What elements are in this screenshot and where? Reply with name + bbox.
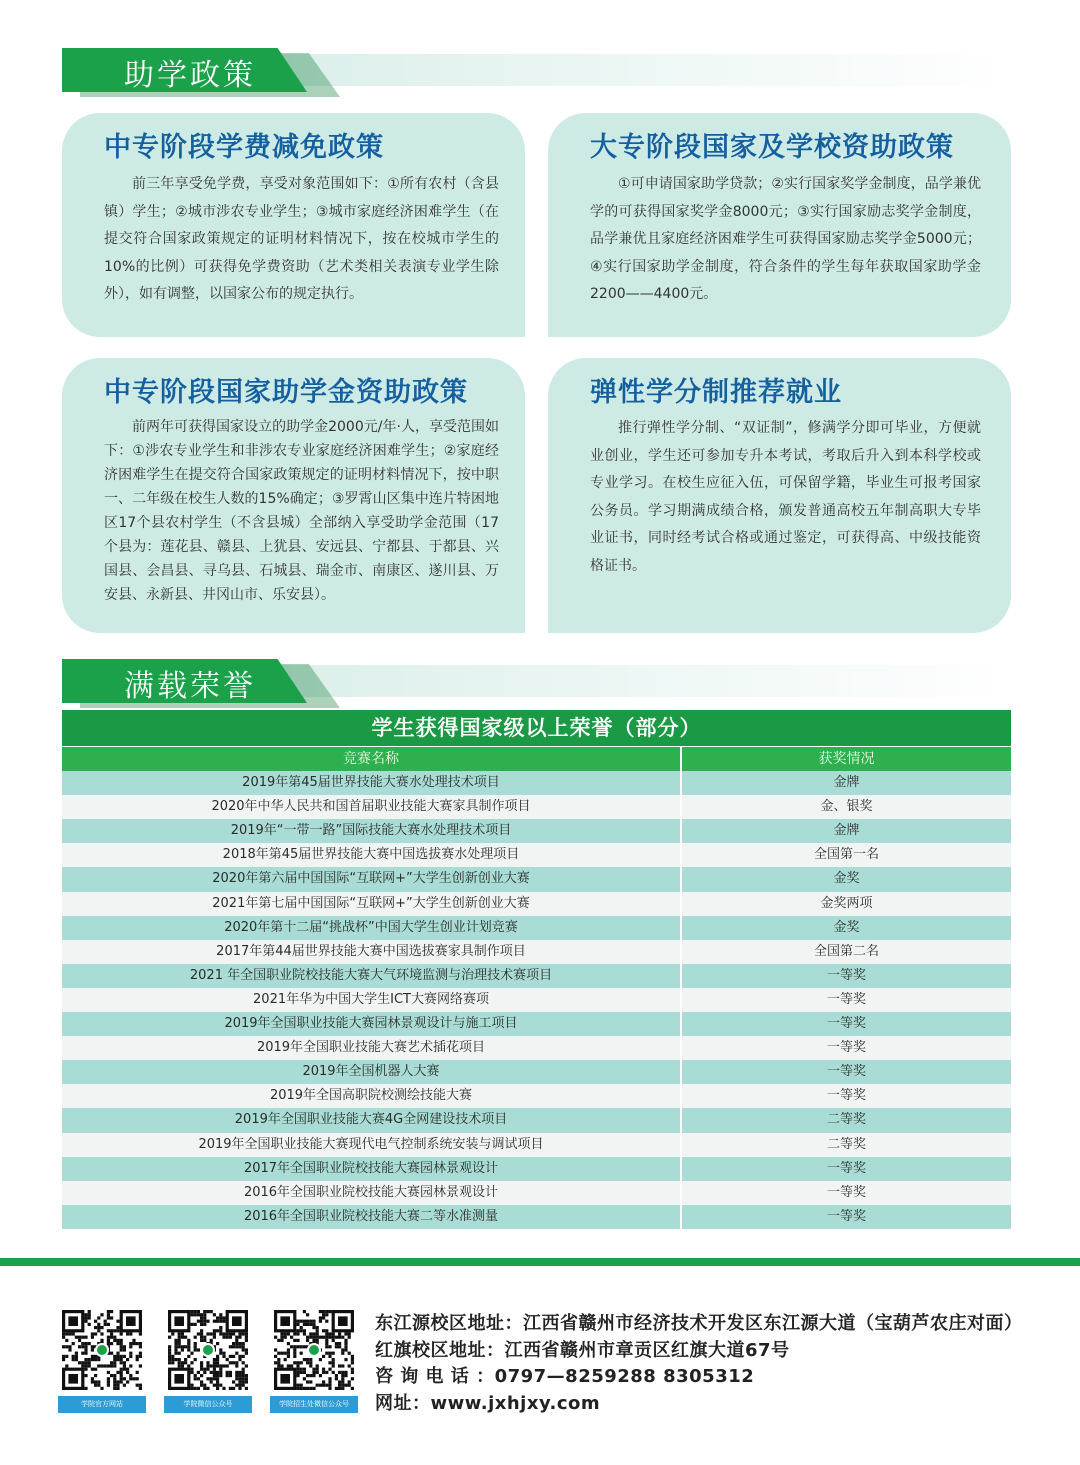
- card-title: 大专阶段国家及学校资助政策: [590, 132, 954, 163]
- table-row: [62, 1084, 1011, 1108]
- address-dongjiangyuan: 东江源校区地址：江西省赣州市经济技术开发区东江源大道（宝葫芦农庄对面）: [375, 1313, 1023, 1334]
- column-header-award: 获奖情况: [682, 747, 1011, 771]
- table-row: [62, 940, 1011, 964]
- competition-name-cell: 2017年第44届世界技能大赛中国选拔赛家具制作项目: [62, 940, 682, 964]
- award-cell: 一等奖: [682, 1084, 1011, 1108]
- table-row: [62, 892, 1011, 916]
- card-title: 中专阶段国家助学金资助政策: [104, 377, 468, 408]
- award-cell: 一等奖: [682, 1157, 1011, 1181]
- table-row: [62, 771, 1011, 795]
- competition-name-cell: 2019年第45届世界技能大赛水处理技术项目: [62, 771, 682, 795]
- award-cell: 一等奖: [682, 964, 1011, 988]
- policy-card-grant: [62, 358, 525, 633]
- card-title: 弹性学分制推荐就业: [590, 377, 842, 408]
- award-cell: 金奖两项: [682, 892, 1011, 916]
- table-row: [62, 988, 1011, 1012]
- table-row: [62, 1060, 1011, 1084]
- card-text: 推行弹性学分制、“双证制”，修满学分即可毕业，方便就业创业，学生还可参加专升本考试，考取后升入到本科学校或专业学习。在校生应征入伍，可保留学籍，毕业生可报考国家公务员。学习期满成绩合格，颁发普通高校五年制高职大专毕业证书，同时经考试合格或通过鉴定，可获得高、中级技能资格证书。: [590, 420, 981, 574]
- table-row: [62, 843, 1011, 867]
- competition-name-cell: 2021 年全国职业院校技能大赛大气环境监测与治理技术赛项目: [62, 964, 682, 988]
- qr-code-wechat: [168, 1310, 248, 1390]
- qr-label-wechat: 学院微信公众号: [164, 1396, 252, 1413]
- column-header-competition: 竞赛名称: [62, 747, 682, 771]
- competition-name-cell: 2018年第45届世界技能大赛中国选拔赛水处理项目: [62, 843, 682, 867]
- qr-label-admissions: 学院招生处微信公众号: [270, 1396, 358, 1413]
- policy-card-college-aid: [548, 113, 1011, 337]
- award-cell: 金奖: [682, 867, 1011, 891]
- award-cell: 一等奖: [682, 988, 1011, 1012]
- table-row: [62, 916, 1011, 940]
- card-text: 前两年可获得国家设立的助学金2000元/年·人，享受范围如下：①涉农专业学生和非涉农专业家庭经济困难学生；②家庭经济困难学生在提交符合国家政策规定的证明材料情况下，按中职一、二年级在校生人数的15%确定；③罗霄山区集中连片特困地区17个县农村学生（不含县城）全部纳入享受助学金范围（17个县为：莲花县、赣县、上犹县、安远县、宁都县、于都县、兴国县、会昌县、寻乌县、石城县、瑞金市、南康区、遂川县、万安县、永新县、井冈山市、乐安县）。: [104, 419, 499, 603]
- competition-name-cell: 2020年中华人民共和国首届职业技能大赛家具制作项目: [62, 795, 682, 819]
- table-row: [62, 1012, 1011, 1036]
- competition-name-cell: 2016年全国职业院校技能大赛二等水准测量: [62, 1205, 682, 1229]
- competition-name-cell: 2017年全国职业院校技能大赛园林景观设计: [62, 1157, 682, 1181]
- competition-name-cell: 2021年华为中国大学生ICT大赛网络赛项: [62, 988, 682, 1012]
- table-row: [62, 1205, 1011, 1229]
- table-row: [62, 1157, 1011, 1181]
- honor-section-banner: [62, 659, 1012, 703]
- policy-card-credit-system: [548, 358, 1011, 633]
- qr-code-website: [62, 1310, 142, 1390]
- competition-name-cell: 2019年全国职业技能大赛4G全网建设技术项目: [62, 1108, 682, 1132]
- address-hongqi: 红旗校区地址：江西省赣州市章贡区红旗大道67号: [375, 1340, 790, 1361]
- honors-table-title: 学生获得国家级以上荣誉（部分）: [62, 710, 1011, 746]
- table-row: [62, 1133, 1011, 1157]
- competition-name-cell: 2020年第十二届“挑战杯”中国大学生创业计划竞赛: [62, 916, 682, 940]
- award-cell: 全国第二名: [682, 940, 1011, 964]
- competition-name-cell: 2019年全国职业技能大赛现代电气控制系统安装与调试项目: [62, 1133, 682, 1157]
- award-cell: 金牌: [682, 771, 1011, 795]
- honors-table: [62, 747, 1011, 1229]
- honors-header-row: [62, 747, 1011, 771]
- award-cell: 金牌: [682, 819, 1011, 843]
- award-cell: 一等奖: [682, 1060, 1011, 1084]
- table-row: [62, 819, 1011, 843]
- footer-divider: [0, 1258, 1080, 1266]
- award-cell: 一等奖: [682, 1181, 1011, 1205]
- award-cell: 金奖: [682, 916, 1011, 940]
- table-row: [62, 867, 1011, 891]
- policy-card-tuition: [62, 113, 525, 337]
- award-cell: 全国第一名: [682, 843, 1011, 867]
- competition-name-cell: 2019年全国机器人大赛: [62, 1060, 682, 1084]
- award-cell: 二等奖: [682, 1133, 1011, 1157]
- table-row: [62, 1181, 1011, 1205]
- competition-name-cell: 2016年全国职业院校技能大赛园林景观设计: [62, 1181, 682, 1205]
- qr-label-website: 学院官方网站: [58, 1396, 146, 1413]
- competition-name-cell: 2019年全国职业技能大赛园林景观设计与施工项目: [62, 1012, 682, 1036]
- competition-name-cell: 2019年全国高职院校测绘技能大赛: [62, 1084, 682, 1108]
- table-row: [62, 1036, 1011, 1060]
- competition-name-cell: 2020年第六届中国国际“互联网+”大学生创新创业大赛: [62, 867, 682, 891]
- award-cell: 一等奖: [682, 1012, 1011, 1036]
- table-row: [62, 964, 1011, 988]
- card-text: ①可申请国家助学贷款；②实行国家奖学金制度，品学兼优学的可获得国家奖学金8000元；③实行国家励志奖学金制度，品学兼优且家庭经济困难学生可获得国家励志奖学金5000元；④实行国家助学金制度，符合条件的学生每年获取国家助学金2200——4400元。: [590, 176, 981, 302]
- website-link[interactable]: 网址：www.jxhjxy.com: [375, 1393, 601, 1414]
- award-cell: 一等奖: [682, 1036, 1011, 1060]
- table-row: [62, 795, 1011, 819]
- card-text: 前三年享受免学费，享受对象范围如下：①所有农村（含县镇）学生；②城市涉农专业学生；③城市家庭经济困难学生（在提交符合国家政策规定的证明材料情况下，按在校城市学生的10%的比例）可获得免学费资助（艺术类相关表演专业学生除外），如有调整，以国家公布的规定执行。: [104, 176, 499, 302]
- phone-numbers: 咨 询 电 话 ：0797—8259288 8305312: [375, 1366, 755, 1387]
- table-row: [62, 1108, 1011, 1132]
- award-cell: 一等奖: [682, 1205, 1011, 1229]
- card-title: 中专阶段学费减免政策: [104, 132, 384, 163]
- policy-section-title: 助学政策: [124, 58, 256, 93]
- competition-name-cell: 2021年第七届中国国际“互联网+”大学生创新创业大赛: [62, 892, 682, 916]
- award-cell: 金、银奖: [682, 795, 1011, 819]
- qr-code-admissions: [274, 1310, 354, 1390]
- competition-name-cell: 2019年“一带一路”国际技能大赛水处理技术项目: [62, 819, 682, 843]
- competition-name-cell: 2019年全国职业技能大赛艺术插花项目: [62, 1036, 682, 1060]
- policy-section-banner: [62, 48, 1012, 92]
- award-cell: 二等奖: [682, 1108, 1011, 1132]
- honor-section-title: 满载荣誉: [124, 669, 256, 704]
